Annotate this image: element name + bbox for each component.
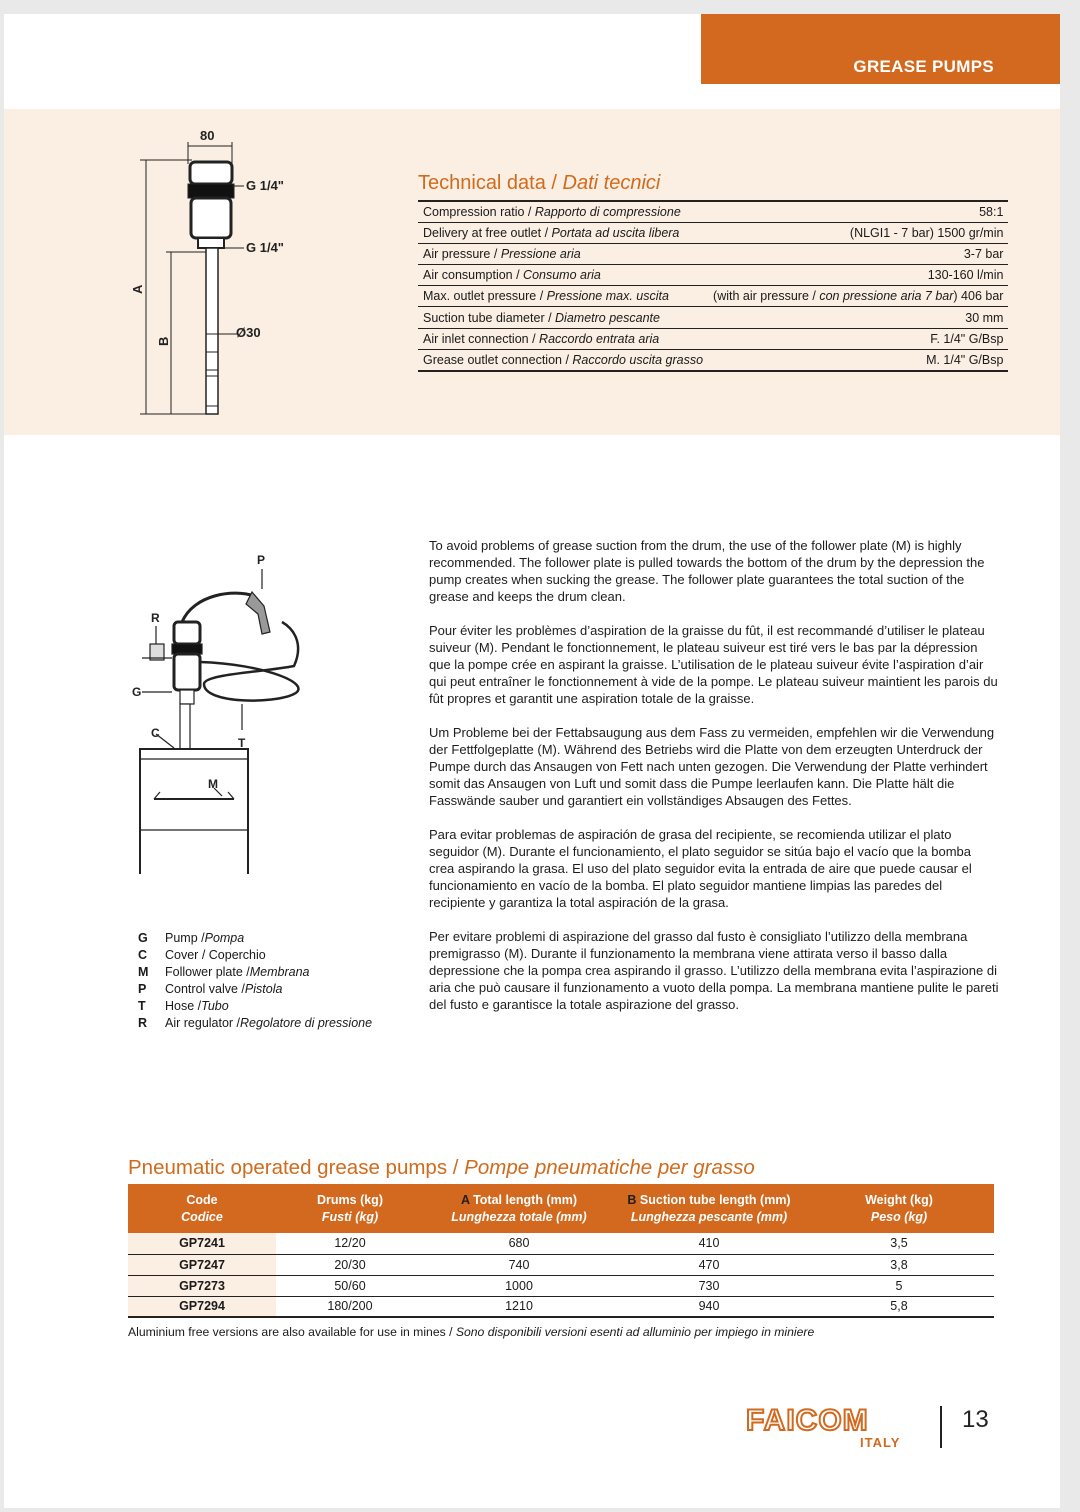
footer-divider	[940, 1406, 942, 1448]
svg-text:FAICOM: FAICOM	[746, 1404, 869, 1437]
table-row: GP7294 180/200 1210 940 5,8	[128, 1296, 994, 1317]
legend-item: T Hose / Tubo	[138, 999, 229, 1013]
table-row: Air inlet connection / Raccordo entrata aria F. 1/4" G/Bsp	[418, 328, 1008, 349]
table-header-row: Code Codice Drums (kg) Fusti (kg) A Total length (mm) Lunghezza totale (mm) B Suction tube length (mm) Lunghezza pescante (mm) Weight (kg) Peso (kg)	[128, 1184, 994, 1233]
legend-item: P Control valve / Pistola	[138, 982, 283, 996]
table-row: Compression ratio / Rapporto di compressione 58:1	[418, 201, 1008, 222]
technical-data-title: Technical data / Dati tecnici	[418, 172, 661, 194]
table-row: GP7241 12/20 680 410 3,5	[128, 1233, 994, 1254]
pump-assembly-drawing	[114, 534, 324, 874]
table-row: GP7247 20/30 740 470 3,8	[128, 1254, 994, 1275]
component-legend	[138, 930, 372, 1032]
marker-g: G	[132, 685, 142, 699]
models-table	[128, 1184, 994, 1318]
table-row: GP7273 50/60 1000 730 5	[128, 1275, 994, 1296]
legend-item: R Air regulator / Regolatore di pressione	[138, 1016, 373, 1030]
models-title: Pneumatic operated grease pumps / Pompe pneumatiche per grasso	[128, 1156, 755, 1179]
marker-m: M	[208, 777, 218, 791]
marker-t: T	[238, 736, 246, 750]
svg-text:ITALY: ITALY	[860, 1435, 901, 1450]
width-dimension: 80	[200, 128, 215, 143]
catalog-page	[4, 14, 1060, 1508]
dimension-b-label: B	[156, 336, 171, 346]
marker-r: R	[151, 611, 160, 625]
description-de: Um Probleme bei der Fettabsaugung aus dem Fass zu vermeiden, empfehlen wir die Verwendung der Fettfolgeplatte (M). Während des Betriebs wird die Platte von dem erzeugten Unterdruck der Pumpe durch das Ansaugen von Fett nach unten gezogen. Die Verwendung der Platte verhindert somit das Ansaugen von Luft und somit dass die Pumpe leerlaufen kann. Die Platte hält die Fasswände sauber und garantiert ein vollständiges Absaugen des Fettes.	[429, 725, 995, 808]
diameter-label: Ø30	[236, 325, 261, 340]
legend-item: M Follower plate / Membrana	[138, 965, 310, 979]
marker-c: C	[151, 726, 160, 740]
section-title: GREASE PUMPS	[853, 57, 994, 76]
description-text	[429, 537, 999, 1030]
table-row: Grease outlet connection / Raccordo uscita grasso M. 1/4" G/Bsp	[418, 349, 1008, 370]
footnote: Aluminium free versions are also available for use in mines / Sono disponibili versioni esenti ad alluminio per impiego in miniere	[128, 1325, 815, 1339]
page-number: 13	[962, 1406, 989, 1433]
description-it: Per evitare problemi di aspirazione del grasso dal fusto è consigliato l’utilizzo della membrana premigrasso (M). Durante il funzionamento la membrana viene attirata verso il basso dalla depressione che la pompa crea aspirando il grasso. L’utilizzo della membrana evita l’aspirazione di aria che può causare il funzionamento a vuoto della pompa. La membrana mantiene pulite le pareti del fusto e garantisce la totale aspirazione del grasso.	[429, 929, 999, 1012]
table-row: Max. outlet pressure / Pressione max. uscita (with air pressure / con pressione aria 7 bar) 406 bar	[418, 286, 1008, 307]
table-row: Air pressure / Pressione aria 3-7 bar	[418, 243, 1008, 264]
legend-item: C Cover / Coperchio	[138, 948, 266, 962]
table-row: Air consumption / Consumo aria 130-160 l/min	[418, 265, 1008, 286]
dimension-a-label: A	[130, 284, 145, 294]
section-tab	[701, 14, 1060, 84]
grease-outlet-label: G 1/4"	[246, 240, 284, 255]
description-en: To avoid problems of grease suction from the drum, the use of the follower plate (M) is highly recommended. The follower plate is pulled towards the bottom of the drum by the depression the pump creates when sucking the grease. The follower plate guarantees the total suction of the grease and keeps the drum clean.	[429, 538, 985, 604]
description-fr: Pour éviter les problèmes d’aspiration de la graisse du fût, il est recommandé d’utiliser le plateau suiveur (M). Pendant le fonctionnement, le plateau suiveur est tiré vers le bas par la dépression que la pompe crée en aspirant la graisse. L’utilisation de le plateau suiveur évite l’aspiration d’air qui peut entraîner le fonctionnement à vide de la pompe. Le plateau suiveur maintient les parois du fût propres et garantit une aspiration totale de la graisse.	[429, 623, 998, 706]
table-row: Suction tube diameter / Diametro pescante 30 mm	[418, 307, 1008, 328]
air-inlet-label: G 1/4"	[246, 178, 284, 193]
technical-data-table	[418, 200, 1008, 372]
pump-dimension-drawing	[126, 124, 316, 424]
marker-p: P	[257, 553, 266, 567]
legend-item: G Pump / Pompa	[138, 931, 245, 945]
faicom-logo	[746, 1400, 926, 1450]
table-row: Delivery at free outlet / Portata ad uscita libera (NLGI1 - 7 bar) 1500 gr/min	[418, 222, 1008, 243]
description-es: Para evitar problemas de aspiración de grasa del recipiente, se recomienda utilizar el plato seguidor (M). Durante el funcionamiento, el plato seguidor se sitúa bajo el vacío que la bomba crea aspirando la grasa. El uso del plato seguidor evita la entrada de aire que puede causar el funcionamiento en vacío de la bomba. El plato seguidor mantiene limpias las paredes del recipiente y garantiza la total aspiración de la grasa.	[429, 827, 972, 910]
